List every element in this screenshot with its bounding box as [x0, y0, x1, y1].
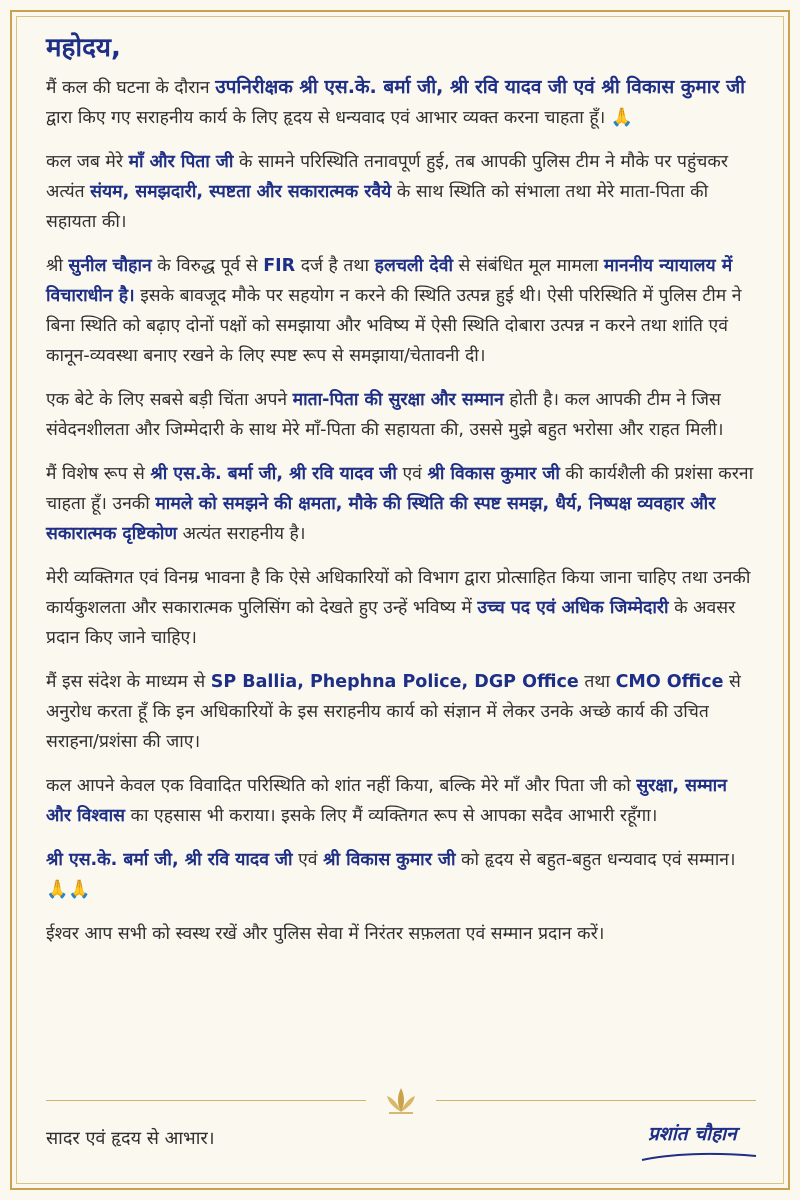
lotus-icon: [381, 1086, 421, 1116]
highlight: श्री विकास कुमार जी: [323, 850, 456, 870]
paragraph-8: [46, 771, 756, 831]
paragraph-1: [46, 72, 756, 133]
text: दर्ज है तथा: [295, 256, 375, 276]
highlight: SP Ballia, Phephna Police, DGP Office: [210, 672, 579, 692]
text: द्वारा किए गए सराहनीय कार्य के लिए हृदय से धन्यवाद एवं आभार व्यक्त करना चाहता हूँ।: [46, 108, 611, 128]
highlight: उच्च पद एवं अधिक जिम्मेदारी: [477, 598, 669, 618]
highlight: मामले को समझने की क्षमता, मौके की स्थिति की स्पष्ट समझ, धैर्य, निष्पक्ष व्यवहार और सकारात्मक दृष्टिकोण: [46, 494, 716, 544]
highlight: हलचली देवी: [374, 256, 453, 276]
text: का एहसास भी कराया। इसके लिए मैं व्यक्तिगत रूप से आपका सदैव आभारी रहूँगा।: [124, 806, 658, 826]
text: मैं विशेष रूप से: [46, 464, 151, 484]
paragraph-4: [46, 385, 756, 445]
text: मेरी व्यक्तिगत एवं विनम्र भावना है कि ऐसे अधिकारियों को विभाग द्वारा प्रोत्साहित किया जाना चाहिए तथा उनकी कार्यकुशलता और सकारात्मक पुलिसिंग को देखते हुए उन्हें भविष्य में: [46, 568, 751, 618]
text: मैं इस संदेश के माध्यम से: [46, 672, 211, 692]
highlight: FIR: [263, 256, 296, 276]
text: कल जब मेरे: [46, 152, 129, 172]
highlight: श्री विकास कुमार जी: [427, 464, 560, 484]
highlight: श्री एस.के. बर्मा जी, श्री रवि यादव जी: [46, 850, 293, 870]
highlight: श्री एस.के. बर्मा जी, श्री रवि यादव जी: [150, 464, 397, 484]
paragraph-5: [46, 459, 756, 549]
paragraph-6: [46, 563, 756, 653]
text: तथा: [578, 672, 616, 692]
text: के अवसर प्रदान किए जाने चाहिए।: [46, 598, 736, 648]
highlight: CMO Office: [615, 672, 724, 692]
letter-body: [46, 28, 756, 963]
text: कल आपने केवल एक विवादित परिस्थिति को शांत नहीं किया, बल्कि मेरे माँ और पिता जी को: [46, 776, 637, 796]
paragraph-3: [46, 251, 756, 371]
text: के साथ स्थिति को संभाला तथा मेरे माता-पिता की सहायता की।: [46, 182, 709, 232]
highlight: संयम, समझदारी, स्पष्टता और सकारात्मक रवैये: [90, 182, 392, 202]
closing-text: सादर एवं हृदय से आभार।: [46, 1128, 215, 1149]
paragraph-10: [46, 919, 756, 949]
highlight: माता-पिता की सुरक्षा और सम्मान: [292, 390, 504, 410]
text: के विरुद्ध पूर्व से: [151, 256, 264, 276]
highlight: माननीय न्यायालय में विचाराधीन है।: [46, 256, 733, 306]
text: होती है। कल आपकी टीम ने जिस संवेदनशीलता और जिम्मेदारी के साथ मेरे माँ-पिता की सहायता की, उससे मुझे बहुत भरोसा और राहत मिली।: [46, 390, 724, 440]
text: एक बेटे के लिए सबसे बड़ी चिंता अपने: [46, 390, 293, 410]
divider-ornament: [46, 1082, 756, 1122]
highlight: उपनिरीक्षक श्री एस.के. बर्मा जी, श्री रवि यादव जी एवं श्री विकास कुमार जी: [215, 76, 746, 98]
signature-underline: [640, 1150, 758, 1164]
paragraph-9: [46, 845, 756, 905]
folded-hands-icon: 🙏🙏: [46, 879, 91, 900]
text: ईश्वर आप सभी को स्वस्थ रखें और पुलिस सेवा में निरंतर सफ़लता एवं सम्मान प्रदान करें।: [46, 924, 605, 944]
divider-line-right: [436, 1100, 756, 1101]
salutation: महोदय,: [46, 33, 121, 63]
text: की कार्यशैली की प्रशंसा करना चाहता हूँ। उनकी: [46, 464, 754, 514]
highlight: सुरक्षा, सम्मान और विश्वास: [46, 776, 727, 826]
text: मैं कल की घटना के दौरान: [46, 78, 216, 98]
paragraph-7: [46, 667, 756, 757]
paragraph-2: [46, 147, 756, 237]
highlight: माँ और पिता जी: [128, 152, 234, 172]
text: से संबंधित मूल मामला: [452, 256, 604, 276]
signature: प्रशांत चौहान: [648, 1123, 737, 1145]
text: को हृदय से बहुत-बहुत धन्यवाद एवं सम्मान।: [455, 850, 736, 870]
highlight: सुनील चौहान: [68, 256, 152, 276]
text: इसके बावजूद मौके पर सहयोग न करने की स्थिति उत्पन्न हुई थी। ऐसी परिस्थिति में पुलिस टीम ने बिना स्थिति को बढ़ाए दोनों पक्षों को समझाया और भविष्य में ऐसी स्थिति दोबारा उत्पन्न न करने तथा शांति एवं कानून-व्यवस्था बनाए रखने के लिए स्पष्ट रूप से समझाया/चेतावनी दी।: [46, 286, 742, 366]
text: से अनुरोध करता हूँ कि इन अधिकारियों के इस सराहनीय कार्य को संज्ञान में लेकर उनके अच्छे कार्य की उचित सराहना/प्रशंसा की जाए।: [46, 672, 741, 752]
text: एवं: [396, 464, 428, 484]
divider-line-left: [46, 1100, 366, 1101]
folded-hands-icon: 🙏: [610, 107, 634, 128]
text: एवं: [292, 850, 324, 870]
text: अत्यंत सराहनीय है।: [177, 524, 306, 544]
text: श्री: [46, 256, 69, 276]
text: के सामने परिस्थिति तनावपूर्ण हुई, तब आपकी पुलिस टीम ने मौके पर पहुंचकर अत्यंत: [46, 152, 728, 202]
